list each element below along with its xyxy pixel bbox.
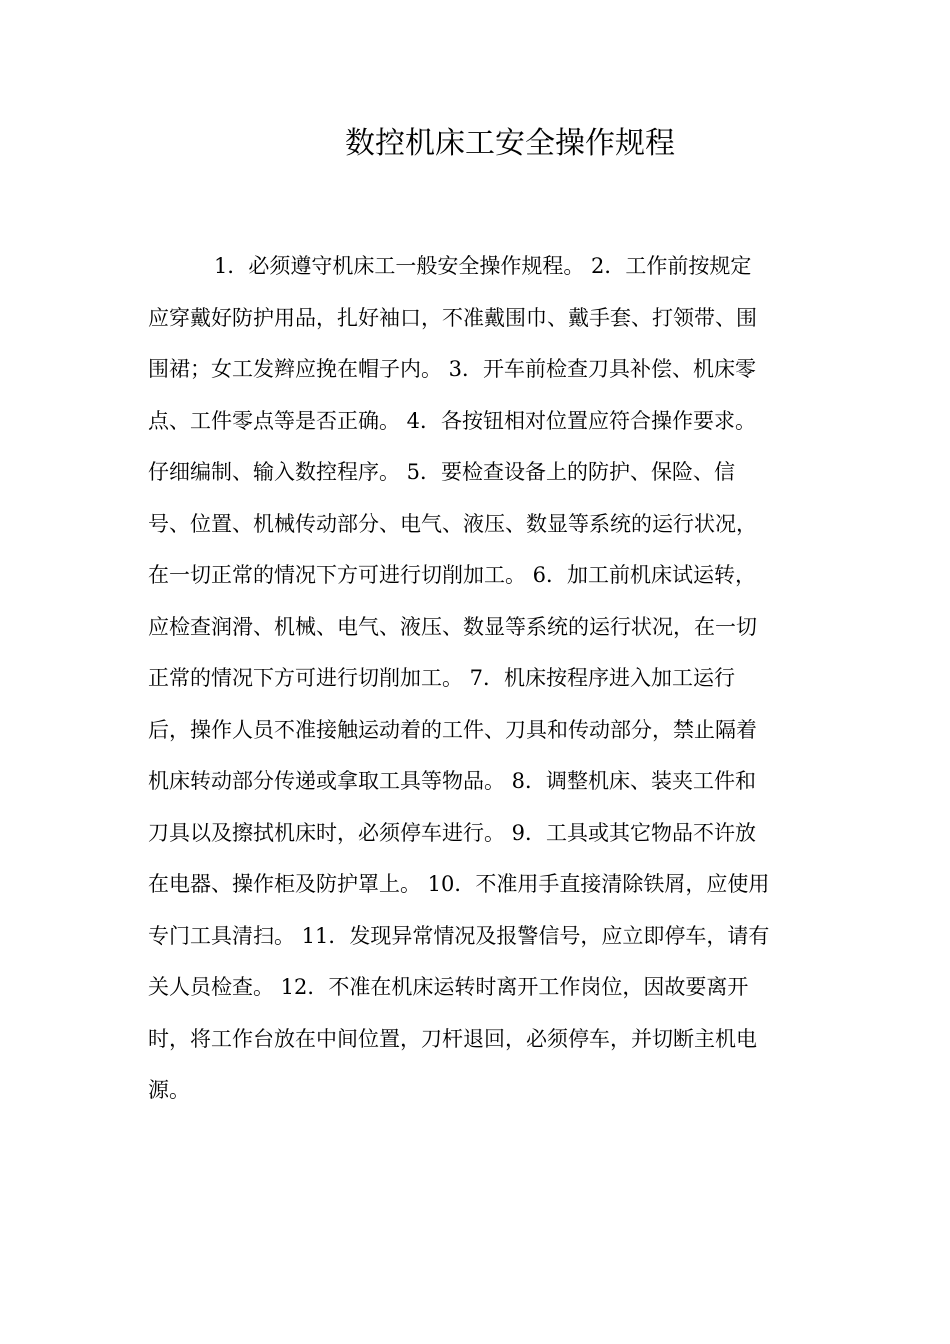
body-line: 应检查润滑、机械、电气、液压、数显等系统的运行状况，在一切 xyxy=(148,614,757,639)
body-line: 后，操作人员不准接触运动着的工件、刀具和传动部分，禁止隔着 xyxy=(148,717,757,742)
body-line: 刀具以及擦拭机床时，必须停车进行。 9．工具或其它物品不许放 xyxy=(148,820,757,845)
body-line: 关人员检查。 12．不准在机床运转时离开工作岗位，因故要离开 xyxy=(148,975,749,999)
body-line: 机床转动部分传递或拿取工具等物品。 8．调整机床、装夹工件和 xyxy=(148,769,757,793)
body-line: 号、位置、机械传动部分、电气、液压、数显等系统的运行状况， xyxy=(148,511,757,536)
body-line: 1．必须遵守机床工一般安全操作规程。 2．工作前按规定 xyxy=(214,254,752,278)
body-line: 应穿戴好防护用品，扎好袖口，不准戴围巾、戴手套、打领带、围 xyxy=(148,305,757,330)
body-line: 时，将工作台放在中间位置，刀杆退回，必须停车，并切断主机电 xyxy=(148,1026,757,1051)
body-line: 在一切正常的情况下方可进行切削加工。 6．加工前机床试运转， xyxy=(148,563,757,587)
body-line: 点、工件零点等是否正确。 4．各按钮相对位置应符合操作要求。 xyxy=(148,408,757,433)
document-body xyxy=(148,241,808,1117)
document-title: 数控机床工安全操作规程 xyxy=(345,126,675,161)
body-line: 专门工具清扫。 11．发现异常情况及报警信号，应立即停车，请有 xyxy=(148,923,770,948)
body-line: 在电器、操作柜及防护罩上。 10．不准用手直接清除铁屑，应使用 xyxy=(148,872,770,896)
body-line: 源。 xyxy=(148,1078,190,1102)
body-line: 仔细编制、输入数控程序。 5．要检查设备上的防护、保险、信 xyxy=(148,460,736,484)
body-line: 围裙；女工发辫应挽在帽子内。 3．开车前检查刀具补偿、机床零 xyxy=(148,357,757,381)
body-line: 正常的情况下方可进行切削加工。 7．机床按程序进入加工运行 xyxy=(148,666,736,690)
